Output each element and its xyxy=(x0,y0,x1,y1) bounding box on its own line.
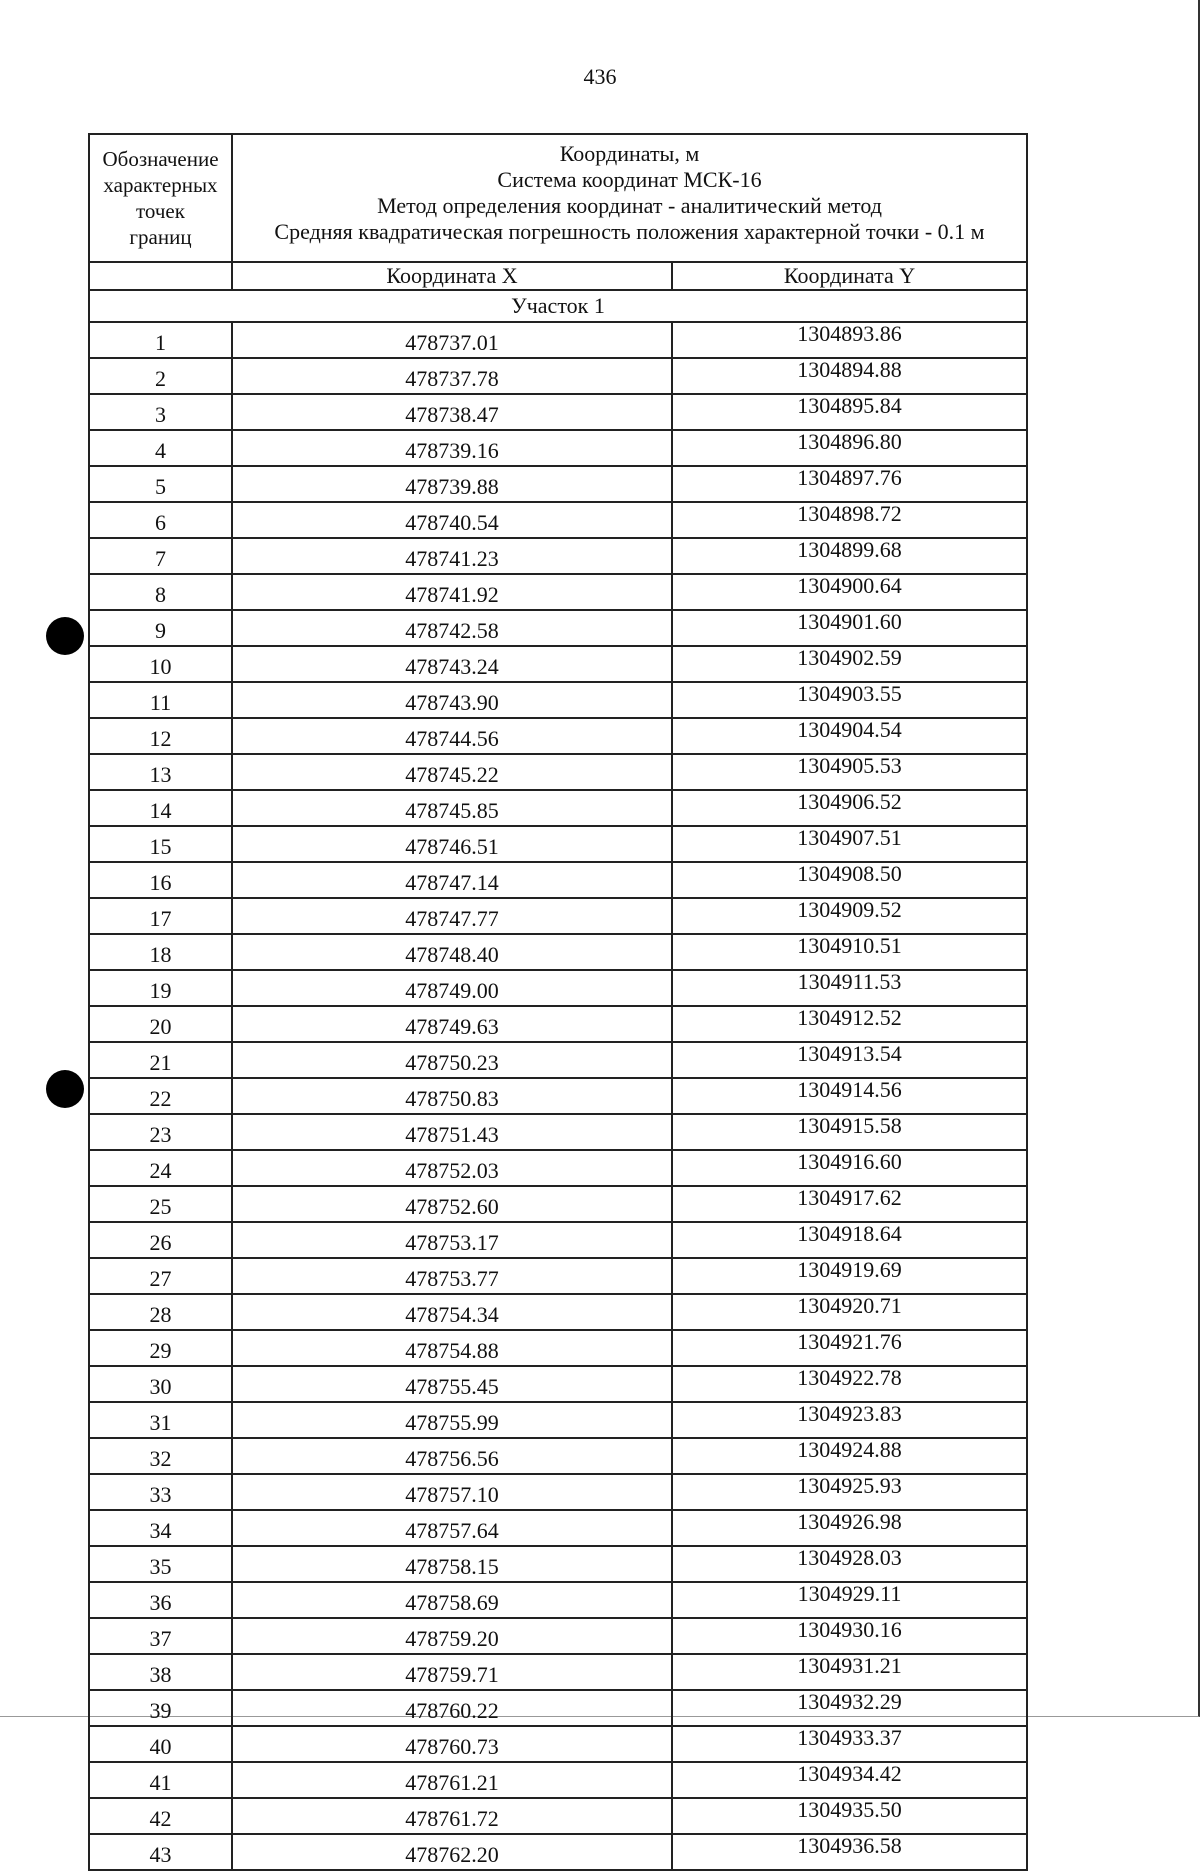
coord-y-cell: 1304896.80 xyxy=(672,430,1027,466)
coord-x-cell: 478750.23 xyxy=(232,1042,672,1078)
table-row xyxy=(89,502,1027,538)
coord-x-cell: 478741.23 xyxy=(232,538,672,574)
coord-x-cell: 478746.51 xyxy=(232,826,672,862)
coord-y-cell: 1304921.76 xyxy=(672,1330,1027,1366)
point-number-cell: 27 xyxy=(89,1258,232,1294)
point-number-cell: 32 xyxy=(89,1438,232,1474)
coord-x-cell: 478737.78 xyxy=(232,358,672,394)
point-number-cell: 36 xyxy=(89,1582,232,1618)
point-number-cell: 30 xyxy=(89,1366,232,1402)
coord-x-cell: 478741.92 xyxy=(232,574,672,610)
coord-x-cell: 478739.88 xyxy=(232,466,672,502)
table-row xyxy=(89,1690,1027,1726)
coord-x-cell: 478750.83 xyxy=(232,1078,672,1114)
coord-y-cell: 1304932.29 xyxy=(672,1690,1027,1726)
coord-x-cell: 478737.01 xyxy=(232,322,672,358)
table-row xyxy=(89,538,1027,574)
point-number-cell: 43 xyxy=(89,1834,232,1870)
point-number-cell: 6 xyxy=(89,502,232,538)
table-row xyxy=(89,1834,1027,1870)
coord-x-cell: 478743.24 xyxy=(232,646,672,682)
point-number-cell: 17 xyxy=(89,898,232,934)
header-right-line: Средняя квадратическая погрешность положения характерной точки - 0.1 м xyxy=(274,219,985,244)
coord-y-cell: 1304903.55 xyxy=(672,682,1027,718)
table-row xyxy=(89,358,1027,394)
coord-x-cell: 478749.63 xyxy=(232,1006,672,1042)
table-row xyxy=(89,826,1027,862)
table-row xyxy=(89,322,1027,358)
coord-y-cell: 1304916.60 xyxy=(672,1150,1027,1186)
point-designation-header xyxy=(89,134,232,262)
coord-y-cell: 1304925.93 xyxy=(672,1474,1027,1510)
coord-y-cell: 1304906.52 xyxy=(672,790,1027,826)
point-number-cell: 41 xyxy=(89,1762,232,1798)
point-number-cell: 42 xyxy=(89,1798,232,1834)
header-left-line: характерных xyxy=(103,173,218,197)
coord-y-cell: 1304924.88 xyxy=(672,1438,1027,1474)
coord-y-cell: 1304907.51 xyxy=(672,826,1027,862)
point-number-cell: 21 xyxy=(89,1042,232,1078)
point-number-cell: 16 xyxy=(89,862,232,898)
point-number-cell: 19 xyxy=(89,970,232,1006)
point-number-cell: 38 xyxy=(89,1654,232,1690)
table-row xyxy=(89,574,1027,610)
coord-y-cell: 1304901.60 xyxy=(672,610,1027,646)
coord-y-cell: 1304910.51 xyxy=(672,934,1027,970)
table-row xyxy=(89,1258,1027,1294)
point-number-cell: 12 xyxy=(89,718,232,754)
header-right-line: Система координат МСК-16 xyxy=(497,167,762,192)
punch-hole xyxy=(46,617,84,655)
point-number-cell: 8 xyxy=(89,574,232,610)
coord-y-cell: 1304936.58 xyxy=(672,1834,1027,1870)
point-number-cell: 23 xyxy=(89,1114,232,1150)
point-number-cell: 37 xyxy=(89,1618,232,1654)
table-row xyxy=(89,1366,1027,1402)
coord-y-cell: 1304915.58 xyxy=(672,1114,1027,1150)
table-row xyxy=(89,1402,1027,1438)
header-left-line: границ xyxy=(129,225,192,249)
table-row xyxy=(89,1618,1027,1654)
coord-y-cell: 1304919.69 xyxy=(672,1258,1027,1294)
table-row xyxy=(89,718,1027,754)
coord-y-cell: 1304902.59 xyxy=(672,646,1027,682)
coord-y-cell: 1304900.64 xyxy=(672,574,1027,610)
table-row xyxy=(89,1114,1027,1150)
point-number-cell: 4 xyxy=(89,430,232,466)
coord-y-cell: 1304913.54 xyxy=(672,1042,1027,1078)
table-row xyxy=(89,1546,1027,1582)
coord-y-cell: 1304922.78 xyxy=(672,1366,1027,1402)
table-row xyxy=(89,610,1027,646)
coord-y-cell: 1304926.98 xyxy=(672,1510,1027,1546)
table-row xyxy=(89,1762,1027,1798)
table-row xyxy=(89,1006,1027,1042)
coordinates-header xyxy=(232,134,1027,262)
point-number-cell: 14 xyxy=(89,790,232,826)
coord-x-cell: 478747.14 xyxy=(232,862,672,898)
coord-y-cell: 1304917.62 xyxy=(672,1186,1027,1222)
coord-x-cell: 478752.60 xyxy=(232,1186,672,1222)
table-row xyxy=(89,1294,1027,1330)
table-row xyxy=(89,682,1027,718)
table-row xyxy=(89,1078,1027,1114)
coord-y-cell: 1304923.83 xyxy=(672,1402,1027,1438)
coord-x-cell: 478760.73 xyxy=(232,1726,672,1762)
coord-y-cell: 1304893.86 xyxy=(672,322,1027,358)
point-number-cell: 34 xyxy=(89,1510,232,1546)
header-left-line: точек xyxy=(136,199,185,223)
coord-x-cell: 478762.20 xyxy=(232,1834,672,1870)
coord-x-cell: 478748.40 xyxy=(232,934,672,970)
coord-y-cell: 1304930.16 xyxy=(672,1618,1027,1654)
table-row xyxy=(89,1474,1027,1510)
coord-x-cell: 478738.47 xyxy=(232,394,672,430)
point-number-cell: 11 xyxy=(89,682,232,718)
point-number-cell: 39 xyxy=(89,1690,232,1726)
coordinates-table xyxy=(88,133,1028,1871)
coord-x-cell: 478757.10 xyxy=(232,1474,672,1510)
table-row xyxy=(89,646,1027,682)
coord-x-cell: 478739.16 xyxy=(232,430,672,466)
section-row xyxy=(89,290,1027,322)
coord-y-cell: 1304911.53 xyxy=(672,970,1027,1006)
coord-x-cell: 478761.72 xyxy=(232,1798,672,1834)
point-number-cell: 33 xyxy=(89,1474,232,1510)
coord-y-cell: 1304908.50 xyxy=(672,862,1027,898)
coord-y-cell: 1304894.88 xyxy=(672,358,1027,394)
coord-x-cell: 478745.22 xyxy=(232,754,672,790)
point-number-cell: 28 xyxy=(89,1294,232,1330)
point-number-cell: 10 xyxy=(89,646,232,682)
coord-x-cell: 478760.22 xyxy=(232,1690,672,1726)
section-title: Участок 1 xyxy=(89,290,1027,322)
point-number-cell: 1 xyxy=(89,322,232,358)
point-number-cell: 31 xyxy=(89,1402,232,1438)
coord-y-cell: 1304929.11 xyxy=(672,1582,1027,1618)
coord-y-cell: 1304931.21 xyxy=(672,1654,1027,1690)
point-number-cell: 20 xyxy=(89,1006,232,1042)
coord-x-cell: 478758.69 xyxy=(232,1582,672,1618)
table-row xyxy=(89,934,1027,970)
coord-x-cell: 478755.99 xyxy=(232,1402,672,1438)
point-number-cell: 26 xyxy=(89,1222,232,1258)
coord-y-cell: 1304912.52 xyxy=(672,1006,1027,1042)
table-row xyxy=(89,1222,1027,1258)
point-number-cell: 13 xyxy=(89,754,232,790)
point-number-cell: 7 xyxy=(89,538,232,574)
page-number: 436 xyxy=(583,64,617,89)
table-row xyxy=(89,1042,1027,1078)
coord-x-cell: 478758.15 xyxy=(232,1546,672,1582)
coord-y-cell: 1304909.52 xyxy=(672,898,1027,934)
table-row xyxy=(89,1330,1027,1366)
table-row xyxy=(89,862,1027,898)
col-x-header: Координата X xyxy=(232,262,672,290)
point-number-cell: 15 xyxy=(89,826,232,862)
coord-x-cell: 478754.34 xyxy=(232,1294,672,1330)
coord-x-cell: 478751.43 xyxy=(232,1114,672,1150)
point-number-cell: 3 xyxy=(89,394,232,430)
coord-y-cell: 1304895.84 xyxy=(672,394,1027,430)
table-row xyxy=(89,394,1027,430)
coord-y-cell: 1304904.54 xyxy=(672,718,1027,754)
coord-x-cell: 478749.00 xyxy=(232,970,672,1006)
coord-x-cell: 478756.56 xyxy=(232,1438,672,1474)
coord-x-cell: 478755.45 xyxy=(232,1366,672,1402)
coord-y-cell: 1304928.03 xyxy=(672,1546,1027,1582)
coord-y-cell: 1304935.50 xyxy=(672,1798,1027,1834)
coord-y-cell: 1304905.53 xyxy=(672,754,1027,790)
coord-y-cell: 1304934.42 xyxy=(672,1762,1027,1798)
point-number-cell: 29 xyxy=(89,1330,232,1366)
table-row xyxy=(89,1438,1027,1474)
coord-x-cell: 478753.17 xyxy=(232,1222,672,1258)
point-number-cell: 24 xyxy=(89,1150,232,1186)
coord-x-cell: 478754.88 xyxy=(232,1330,672,1366)
coord-y-cell: 1304898.72 xyxy=(672,502,1027,538)
table-row xyxy=(89,430,1027,466)
table-row xyxy=(89,1654,1027,1690)
table-header-row xyxy=(89,134,1027,262)
table-row xyxy=(89,898,1027,934)
coord-y-cell: 1304914.56 xyxy=(672,1078,1027,1114)
header-left-line: Обозначение xyxy=(102,147,219,171)
point-number-cell: 25 xyxy=(89,1186,232,1222)
point-number-cell: 40 xyxy=(89,1726,232,1762)
point-number-cell: 5 xyxy=(89,466,232,502)
empty-subheader-cell xyxy=(89,262,232,290)
coord-x-cell: 478753.77 xyxy=(232,1258,672,1294)
coord-y-cell: 1304899.68 xyxy=(672,538,1027,574)
punch-hole xyxy=(46,1070,84,1108)
table-row xyxy=(89,1798,1027,1834)
coord-x-cell: 478761.21 xyxy=(232,1762,672,1798)
coord-x-cell: 478757.64 xyxy=(232,1510,672,1546)
table-row xyxy=(89,1186,1027,1222)
coord-x-cell: 478742.58 xyxy=(232,610,672,646)
table-row xyxy=(89,754,1027,790)
point-number-cell: 18 xyxy=(89,934,232,970)
col-y-header: Координата Y xyxy=(672,262,1027,290)
table-row xyxy=(89,1726,1027,1762)
coord-y-cell: 1304920.71 xyxy=(672,1294,1027,1330)
coord-y-cell: 1304897.76 xyxy=(672,466,1027,502)
table-row xyxy=(89,1150,1027,1186)
point-number-cell: 35 xyxy=(89,1546,232,1582)
coord-y-cell: 1304918.64 xyxy=(672,1222,1027,1258)
coord-x-cell: 478744.56 xyxy=(232,718,672,754)
coord-y-cell: 1304933.37 xyxy=(672,1726,1027,1762)
table-row xyxy=(89,970,1027,1006)
point-number-cell: 2 xyxy=(89,358,232,394)
coord-x-cell: 478759.71 xyxy=(232,1654,672,1690)
table-row xyxy=(89,466,1027,502)
header-right-line: Метод определения координат - аналитический метод xyxy=(377,193,882,218)
coord-x-cell: 478752.03 xyxy=(232,1150,672,1186)
point-number-cell: 9 xyxy=(89,610,232,646)
column-subheader-row xyxy=(89,262,1027,290)
table-row xyxy=(89,790,1027,826)
header-right-line: Координаты, м xyxy=(559,141,700,166)
coord-x-cell: 478743.90 xyxy=(232,682,672,718)
table-row xyxy=(89,1510,1027,1546)
coord-x-cell: 478745.85 xyxy=(232,790,672,826)
table-row xyxy=(89,1582,1027,1618)
coord-x-cell: 478740.54 xyxy=(232,502,672,538)
point-number-cell: 22 xyxy=(89,1078,232,1114)
coord-x-cell: 478747.77 xyxy=(232,898,672,934)
coord-x-cell: 478759.20 xyxy=(232,1618,672,1654)
